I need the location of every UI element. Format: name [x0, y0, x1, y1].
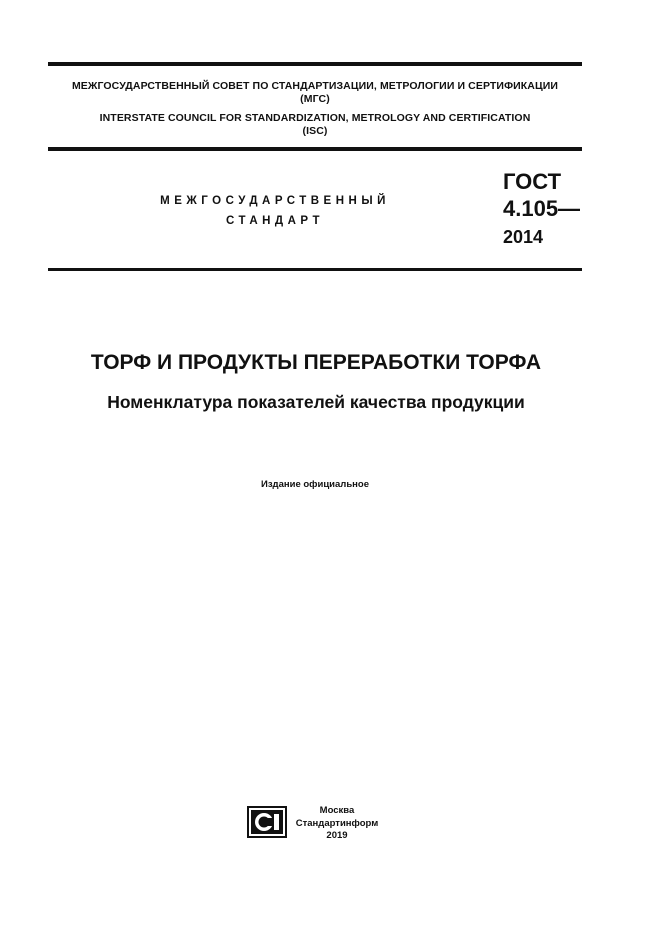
gost-number: 4.105—	[503, 196, 581, 221]
edition-note: Издание официальное	[261, 479, 369, 490]
council-name-ru	[48, 80, 582, 106]
council-name-en	[48, 112, 582, 138]
council-name-en-line1: INTERSTATE COUNCIL FOR STANDARDIZATION, METROLOGY AND CERTIFICATION	[99, 112, 531, 124]
standard-kind-line2: СТАНДАРТ	[226, 215, 324, 227]
publisher-name: Стандартинформ	[295, 817, 379, 829]
publisher-info	[292, 805, 382, 843]
council-abbr-ru: (МГС)	[300, 93, 330, 105]
top-divider	[48, 62, 582, 66]
standard-kind	[140, 191, 410, 231]
gost-label: ГОСТ	[503, 169, 562, 194]
publication-year: 2019	[326, 830, 348, 841]
standard-kind-line1: МЕЖГОСУДАРСТВЕННЫЙ	[160, 195, 390, 207]
gost-year: 2014	[503, 227, 544, 247]
publisher-city: Москва	[319, 805, 355, 816]
council-name-ru-line1: МЕЖГОСУДАРСТВЕННЫЙ СОВЕТ ПО СТАНДАРТИЗАЦИИ, МЕТРОЛОГИИ И СЕРТИФИКАЦИИ	[71, 80, 559, 92]
council-abbr-en: (ISC)	[302, 125, 328, 137]
middle-divider	[48, 147, 582, 151]
standartinform-logo-icon	[247, 806, 287, 838]
document-subtitle: Номенклатура показателей качества продукции	[107, 392, 525, 412]
bottom-divider	[48, 268, 582, 271]
document-title: ТОРФ И ПРОДУКТЫ ПЕРЕРАБОТКИ ТОРФА	[90, 351, 542, 374]
